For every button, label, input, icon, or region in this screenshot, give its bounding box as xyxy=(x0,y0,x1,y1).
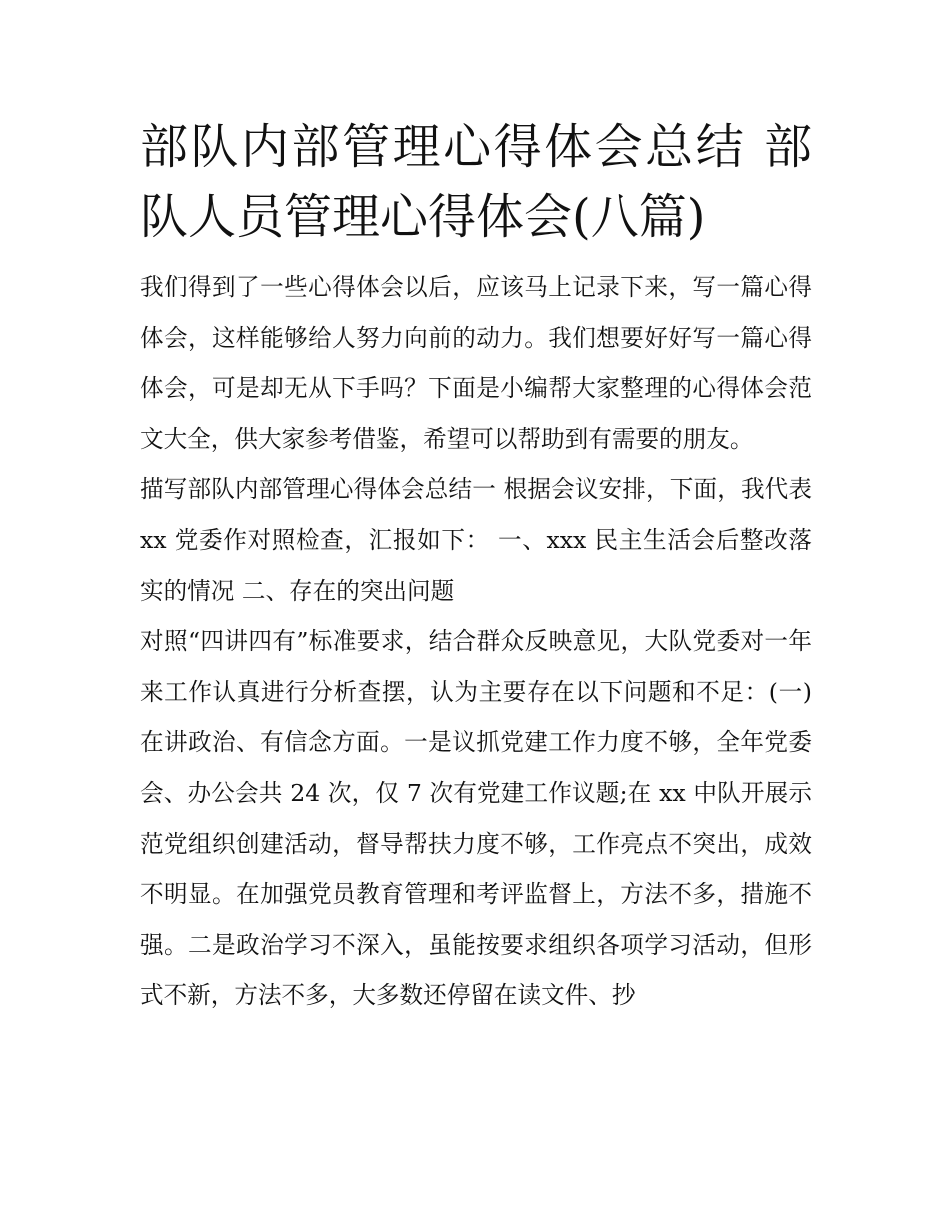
document-page xyxy=(140,112,812,1021)
paragraph-section-one: 描写部队内部管理心得体会总结一 根据会议安排，下面，我代表 xx 党委作对照检查，汇报如下： 一、xxx 民主生活会后整改落实的情况 二、存在的突出问题 xyxy=(140,475,812,605)
paragraph-intro: 我们得到了一些心得体会以后，应该马上记录下来，写一篇心得体会，这样能够给人努力向前的动力。我们想要好好写一篇心得体会，可是却无从下手吗？下面是小编帮大家整理的心得体会范文大全，供大家参考借鉴，希望可以帮助到有需要的朋友。 xyxy=(140,273,812,453)
paragraph-problems: 对照“四讲四有”标准要求，结合群众反映意见，大队党委对一年来工作认真进行分析查摆，认为主要存在以下问题和不足：(一)在讲政治、有信念方面。一是议抓党建工作力度不够，全年党委会、办公会共 24 次，仅 7 次有党建工作议题;在 xx 中队开展示范党组织创建活动，督导帮扶力度不够，工作亮点不突出，成效不明显。在加强党员教育管理和考评监督上，方法不多，措施不强。二是政治学习不深入，虽能按要求组织各项学习活动，但形式不新，方法不多，大多数还停留在读文件、抄 xyxy=(140,627,812,1010)
document-body xyxy=(140,262,812,1021)
document-title: 部队内部管理心得体会总结 部队人员管理心得体会(八篇) xyxy=(140,119,812,245)
